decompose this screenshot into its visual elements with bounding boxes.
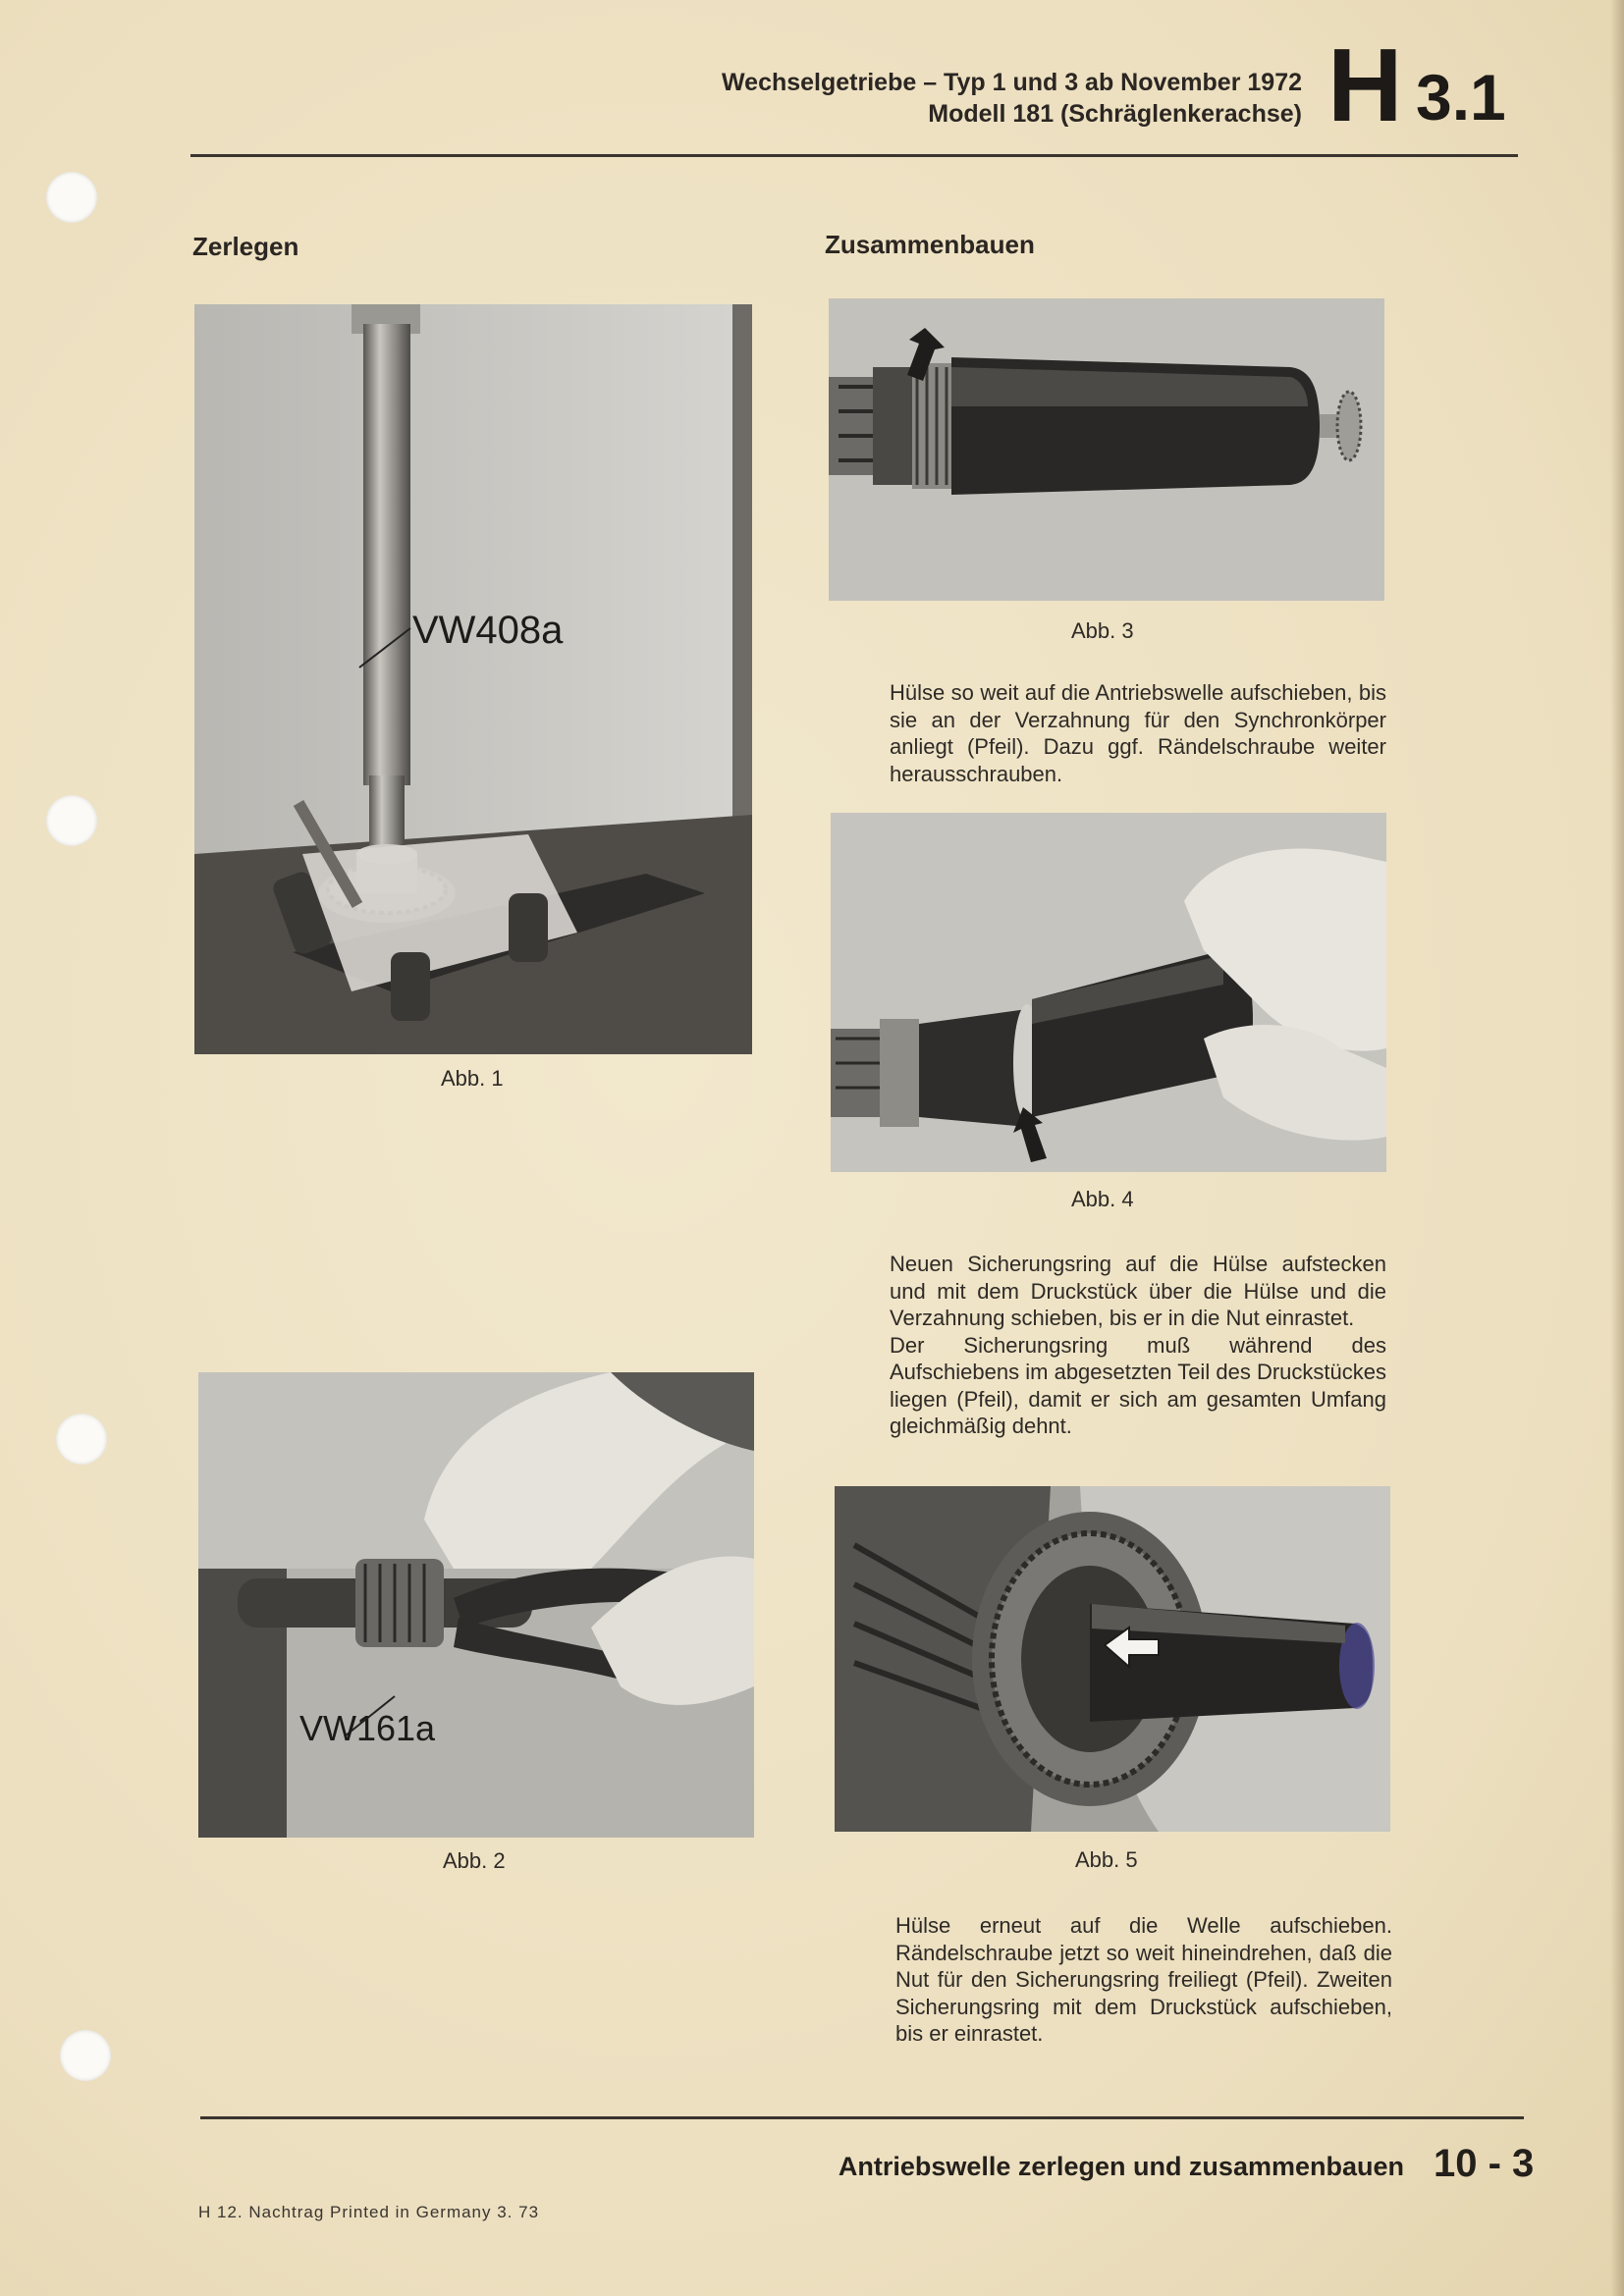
assembly-text-2 [890,1251,1386,1440]
figure-3-photo [829,298,1384,601]
punch-hole [60,2030,111,2081]
disassembly-title: Zerlegen [192,232,299,261]
page-number: 10 - 3 [1434,2142,1535,2185]
figure-1-tool-label: VW408a [412,609,564,652]
header-rule [190,154,1518,157]
page-edge-shadow [1610,0,1624,2296]
assembly-text-2-paragraph-a: Neuen Sicherungsring auf die Hülse aufstecken und mit dem Druckstück über die Hülse und die Verzahnung schieben, bis er in die Nut einrastet. [890,1252,1386,1330]
assembly-text-3 [895,1912,1392,2048]
assembly-title: Zusammenbauen [825,230,1035,259]
punch-hole [46,795,97,846]
header-title-line2: Modell 181 (Schräglenkerachse) [928,100,1302,128]
figure-4-caption: Abb. 4 [1071,1187,1134,1211]
section-number: 3.1 [1416,61,1506,133]
assembly-text-2-paragraph-b: Der Sicherungsring muß während des Aufschiebens im abgesetzten Teil des Druckstückes liegen (Pfeil), damit er sich am gesamten Umfang gleichmäßig dehnt. [890,1332,1386,1438]
footer-rule [200,2116,1524,2119]
punch-hole [46,172,97,223]
figure-1-photo [194,304,752,1054]
header-title-line1: Wechselgetriebe – Typ 1 und 3 ab November 1972 [722,69,1302,96]
figure-5-caption: Abb. 5 [1075,1847,1138,1872]
figure-3-caption: Abb. 3 [1071,618,1134,643]
print-note: H 12. Nachtrag Printed in Germany 3. 73 [198,2203,540,2221]
punch-hole [56,1414,107,1465]
assembly-text-1-paragraph: Hülse so weit auf die Antriebswelle aufschieben, bis sie an der Verzahnung für den Synchronkörper anliegt (Pfeil). Dazu ggf. Rändelschraube weiter herausschrauben. [890,680,1386,786]
figure-5-photo [835,1486,1390,1832]
figure-2-caption: Abb. 2 [443,1848,506,1873]
figure-2-tool-label: VW161a [298,1708,436,1748]
assembly-text-3-paragraph: Hülse erneut auf die Welle aufschieben. Rändelschraube jetzt so weit hineindrehen, daß die Nut für den Sicherungsring freiliegt (Pfeil). Zweiten Sicherungsring mit dem Druckstück aufschieben, bis er einrastet. [895,1913,1392,2046]
figure-2-photo [198,1372,754,1838]
section-letter: H [1327,27,1403,143]
figure-4-photo [831,813,1386,1172]
figure-1-caption: Abb. 1 [441,1066,504,1091]
assembly-text-1 [890,679,1386,787]
footer-title: Antriebswelle zerlegen und zusammenbauen [838,2152,1404,2181]
